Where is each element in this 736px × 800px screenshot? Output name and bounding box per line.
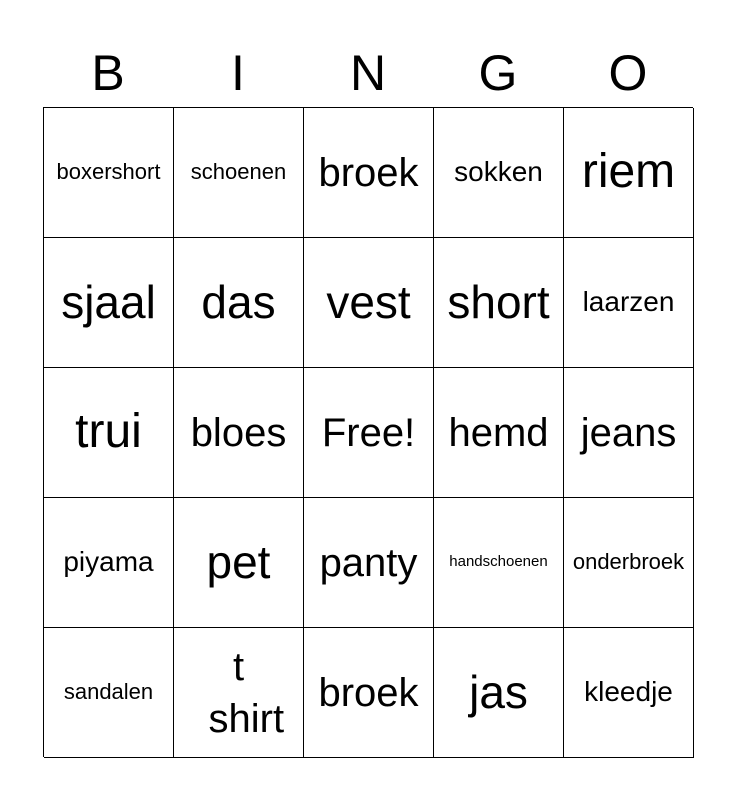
header-letter-g: G <box>478 45 518 101</box>
bingo-cell[interactable] <box>44 498 174 628</box>
cell-label: boxershort <box>56 159 161 185</box>
bingo-cell[interactable] <box>174 368 304 498</box>
cell-label: das <box>201 276 276 329</box>
cell-label: riem <box>581 145 676 199</box>
cell-label: piyama <box>63 546 154 578</box>
cell-label: schoenen <box>190 159 287 185</box>
bingo-cell[interactable] <box>434 628 564 758</box>
header-letter-o: O <box>608 45 648 101</box>
cell-label: broek <box>318 670 419 715</box>
bingo-cell[interactable] <box>564 108 694 238</box>
free-space-label: Free! <box>321 410 416 455</box>
cell-label: hemd <box>448 410 549 455</box>
bingo-header <box>43 40 693 106</box>
bingo-cell[interactable] <box>174 108 304 238</box>
cell-label: sjaal <box>61 276 156 329</box>
cell-label: jas <box>469 666 528 719</box>
free-space-cell[interactable] <box>304 368 434 498</box>
header-letter-i: I <box>231 45 245 101</box>
cell-label: laarzen <box>582 286 675 318</box>
bingo-cell[interactable] <box>174 628 304 758</box>
cell-label: kleedje <box>584 676 673 708</box>
cell-label: bloes <box>190 410 287 455</box>
cell-label: handschoenen <box>449 553 548 571</box>
cell-label: sandalen <box>63 679 154 705</box>
cell-label: jeans <box>580 410 677 455</box>
bingo-cell[interactable] <box>304 628 434 758</box>
cell-label: pet <box>206 536 271 589</box>
cell-label: sokken <box>454 156 543 188</box>
bingo-board <box>43 107 693 757</box>
cell-label: trui <box>75 405 142 459</box>
bingo-cell[interactable] <box>174 238 304 368</box>
bingo-cell[interactable] <box>434 108 564 238</box>
cell-label: broek <box>318 150 419 195</box>
cell-label: vest <box>326 276 411 329</box>
header-letter-b: B <box>91 45 125 101</box>
bingo-cell[interactable] <box>174 498 304 628</box>
bingo-cell[interactable] <box>44 368 174 498</box>
bingo-cell[interactable] <box>564 628 694 758</box>
bingo-cell[interactable] <box>44 108 174 238</box>
bingo-cell[interactable] <box>564 368 694 498</box>
bingo-cell[interactable] <box>434 368 564 498</box>
bingo-cell[interactable] <box>304 108 434 238</box>
cell-label: t shirt <box>208 644 285 741</box>
bingo-cell[interactable] <box>564 498 694 628</box>
header-letter-n: N <box>349 45 387 101</box>
bingo-cell[interactable] <box>564 238 694 368</box>
bingo-cell[interactable] <box>44 628 174 758</box>
bingo-cell[interactable] <box>434 238 564 368</box>
bingo-cell[interactable] <box>304 238 434 368</box>
bingo-cell[interactable] <box>304 498 434 628</box>
cell-label: panty <box>319 540 418 585</box>
bingo-cell[interactable] <box>434 498 564 628</box>
cell-label: short <box>447 276 550 329</box>
cell-label: onderbroek <box>572 549 685 575</box>
bingo-cell[interactable] <box>44 238 174 368</box>
